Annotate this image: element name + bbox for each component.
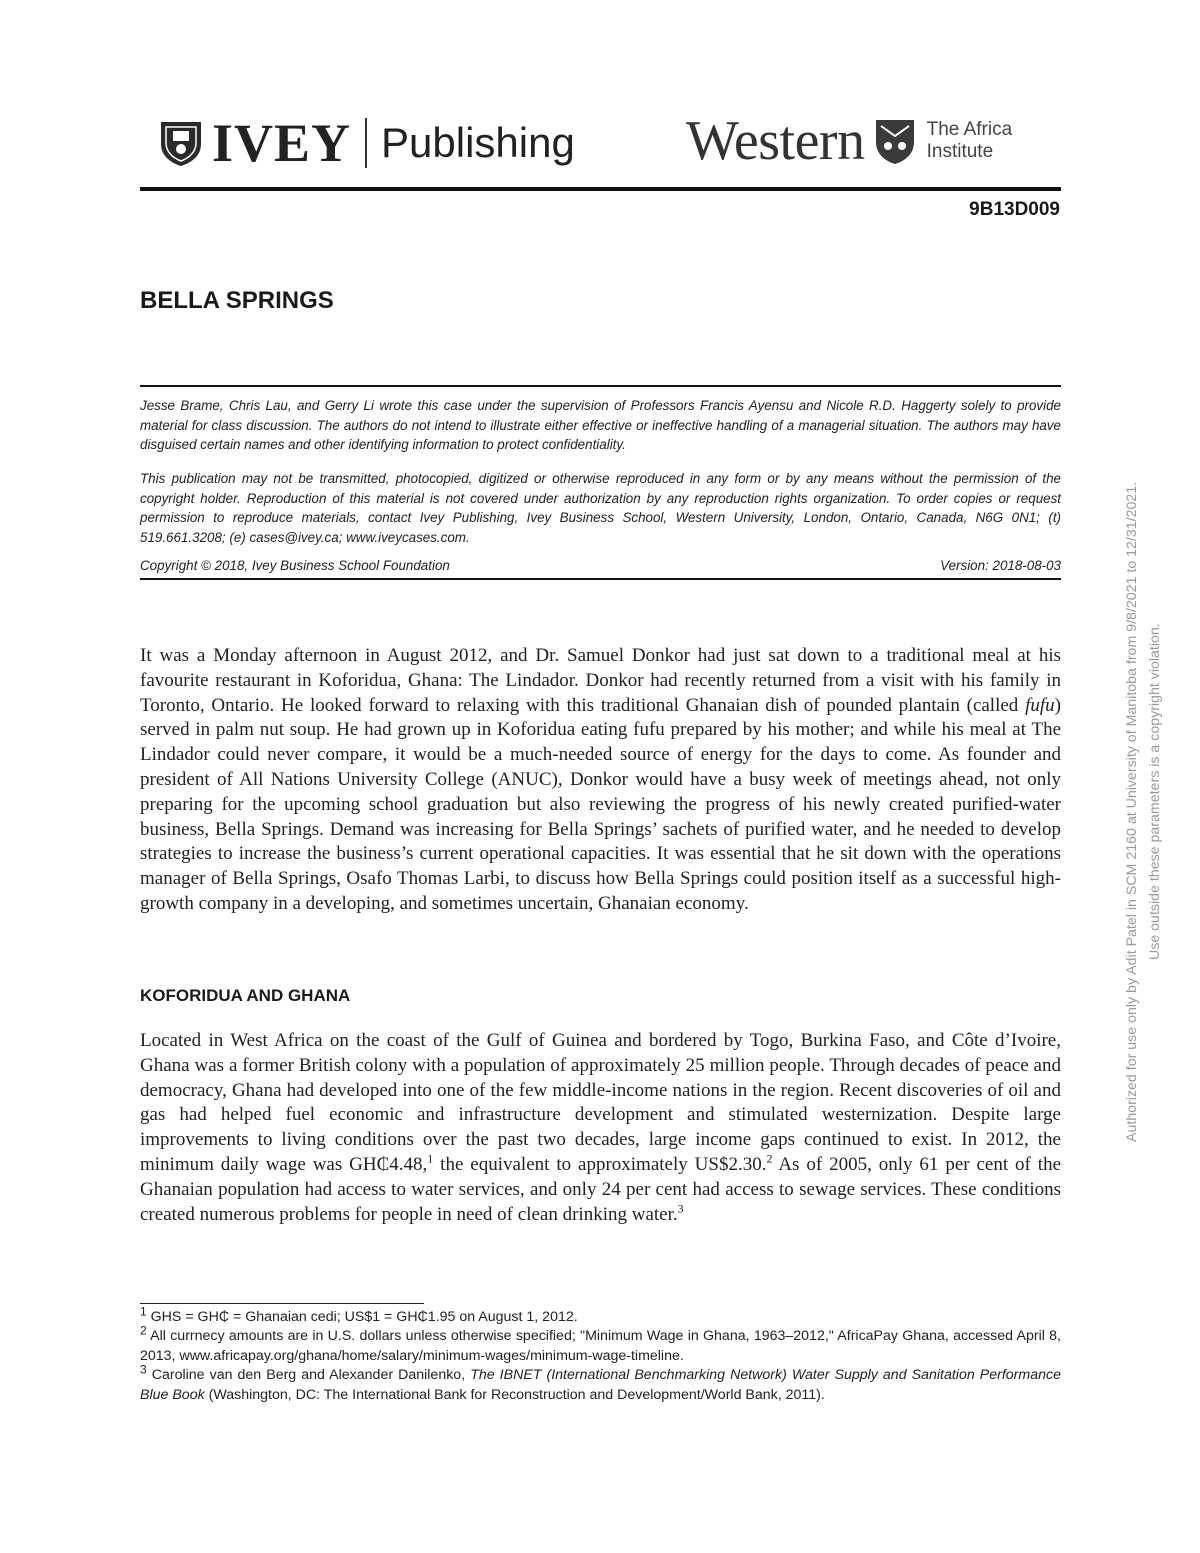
intro-text-2: ) served in palm nut soup. He had grown up in Koforidua eating fufu prepared by his mother; and while his meal at The Lindador could never compare, it would be a much-needed source of energy for the days to come. As founder and president of All Nations University College (ANUC), Donkor would have a busy week of meetings ahead, not only preparing for the upcoming school graduation but also reviewing the progress of his newly created purified-water business, Bella Springs. Demand was increasing for Bella Springs’ sachets of purified water, and he needed to develop strategies to increase the business’s current operational capacities. It was essential that he sit down with the operations manager of Bella Springs, Osafo Thomas Larbi, to discuss how Bella Springs could position itself as a successful high-growth company in a developing, and sometimes uncertain, Ghanaian economy.	[140, 694, 1061, 914]
footnote-2	[140, 1323, 1061, 1366]
footnote-1-text: GHS = GH₵ = Ghanaian cedi; US$1 = GH₵1.95 on August 1, 2012.	[146, 1309, 578, 1325]
footnote-1-number: 1	[140, 1304, 147, 1319]
header-rule	[140, 187, 1061, 191]
intro-fufu-italic: fufu	[1025, 694, 1055, 716]
africa-institute-label	[927, 119, 1013, 163]
footnote-3-rest: (Washington, DC: The International Bank for Reconstruction and Development/World Bank, 2011).	[204, 1386, 825, 1403]
ivey-crest-icon	[158, 118, 204, 168]
footnote-ref-2[interactable]: 2	[766, 1151, 773, 1166]
watermark-line-1: Authorized for use only by Adit Patel in SCM 2160 at University of Manitoba from 9/8/2021 to 12/31/2021.	[1124, 481, 1140, 1142]
footnote-3-number: 3	[140, 1362, 147, 1377]
logo-divider	[365, 118, 367, 168]
case-id: 9B13D009	[969, 199, 1060, 220]
authors-note: Jesse Brame, Chris Lau, and Gerry Li wrote this case under the supervision of Professors Francis Ayensu and Nicole R.D. Haggerty solely to provide material for class discussion. The authors do not intend to illustrate either effective or ineffective handling of a managerial situation. The authors may have disguised certain names and other identifying information to protect confidentiality.	[140, 398, 1061, 452]
ghana-text-1: Located in West Africa on the coast of the Gulf of Guinea and bordered by Togo, Burkina Faso, and Côte d’Ivoire, Ghana was a former British colony with a population of approximately 25 million people. Through decades of peace and democracy, Ghana had developed into one of the few middle-income nations in the region. Recent discoveries of oil and gas had helped fuel economic and infrastructure development and stimulated westernization. Despite large improvements to living conditions over the past two decades, large income gaps continued to exist. In 2012, the minimum daily wage was GH₵4.48,	[140, 1030, 1061, 1175]
footnote-2-number: 2	[140, 1323, 147, 1338]
case-title: BELLA SPRINGS	[140, 287, 334, 314]
ghana-paragraph	[140, 1029, 1061, 1227]
footnote-rule	[140, 1303, 424, 1304]
footnote-3-author: Caroline van den Berg and Alexander Danilenko,	[146, 1367, 471, 1383]
copyright-row	[140, 558, 1061, 573]
ivey-publishing-logo	[158, 112, 575, 174]
copyright-text: Copyright © 2018, Ivey Business School Foundation	[140, 558, 450, 573]
permission-note: This publication may not be transmitted, photocopied, digitized or otherwise reproduced in any form or by any means without the permission of the copyright holder. Reproduction of this material is not covered under authorization by any reproduction rights organization. To order copies or request permission to reproduce materials, contact Ivey Publishing, Ivey Business School, Western University, London, Ontario, Canada, N6G 0N1; (t) 519.661.3208; (e) cases@ivey.ca; www.iveycases.com.	[140, 471, 1061, 545]
section-heading: KOFORIDUA AND GHANA	[140, 986, 351, 1005]
footnote-3	[140, 1362, 1061, 1405]
ghana-text-2: the equivalent to approximately US$2.30.	[433, 1153, 767, 1175]
intro-text-1: It was a Monday afternoon in August 2012, and Dr. Samuel Donkor had just sat down to a traditional meal at his favourite restaurant in Koforidua, Ghana: The Lindador. Donkor had recently returned from a visit with his family in Toronto, Ontario. He looked forward to relaxing with this traditional Ghanaian dish of pounded plantain (called	[140, 645, 1061, 716]
footnote-1	[140, 1304, 1061, 1328]
ivey-wordmark: IVEY	[212, 113, 352, 173]
version-text: Version: 2018-08-03	[940, 558, 1061, 573]
western-wordmark: Western	[686, 110, 865, 172]
footnote-ref-3[interactable]: 3	[677, 1201, 684, 1216]
western-africa-institute-logo	[686, 110, 1012, 172]
western-crest-icon	[873, 116, 917, 166]
footnote-2-text: All currnecy amounts are in U.S. dollars unless otherwise specified; "Minimum Wage in Ghana, 1963–2012," AfricaPay Ghana, accessed April 8, 2013, www.africapay.org/ghana/home/salary/minimum-wages/minimum-wage-timeline.	[140, 1328, 1061, 1364]
meta-top-rule	[140, 385, 1061, 387]
footnote-ref-1[interactable]: 1	[427, 1151, 434, 1166]
africa-institute-line1: The Africa	[926, 119, 1013, 140]
ghana-text-3: As of 2005, only 61 per cent of the Ghanaian population had access to water services, and only 24 per cent had access to sewage services. These conditions created numerous problems for people in need of clean drinking water.	[140, 1153, 1062, 1225]
footnote-3-title: The IBNET (International Benchmarking Network) Water Supply and Sanitation Performance Blue Book	[140, 1367, 1061, 1403]
meta-bottom-rule	[140, 578, 1061, 580]
publishing-wordmark: Publishing	[381, 119, 575, 166]
africa-institute-line2: Institute	[926, 141, 994, 162]
watermark-line-2: Use outside these parameters is a copyright violation.	[1147, 623, 1163, 960]
authorization-watermark	[1103, 0, 1183, 1553]
intro-paragraph	[140, 644, 1061, 917]
